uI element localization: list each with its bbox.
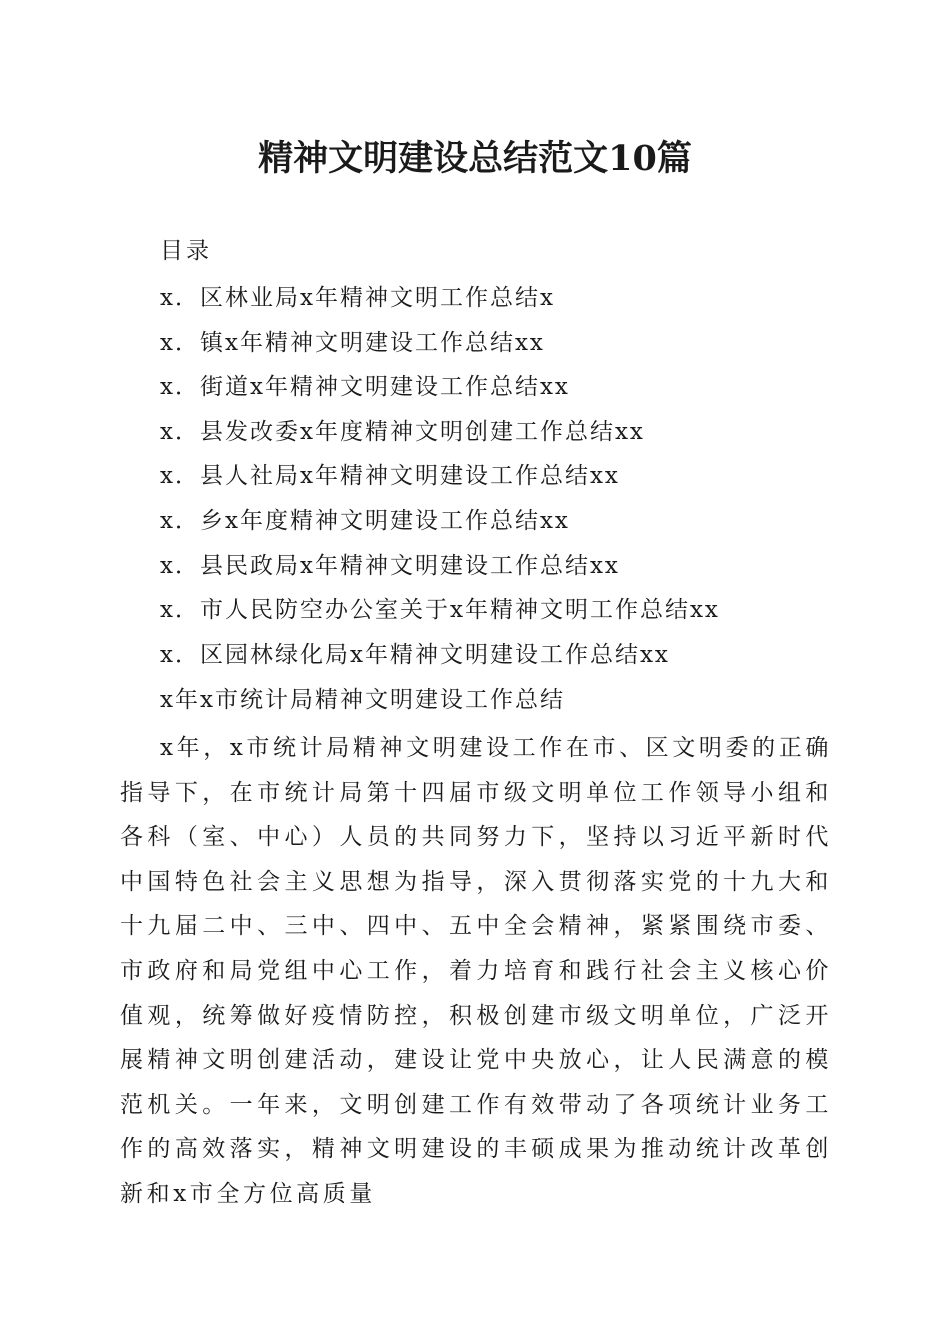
body-paragraph: x年，x市统计局精神文明建设工作在市、区文明委的正确指导下，在市统计局第十四届市级文明单位工作领导小组和各科（室、中心）人员的共同努力下，坚持以习近平新时代中国特色社会主义思想为指导，深入贯彻落实党的十九大和十九届二中、三中、四中、五中全会精神，紧紧围绕市委、市政府和局党组中心工作，着力培育和践行社会主义核心价值观，统筹做好疫情防控，积极创建市级文明单位，广泛开展精神文明创建活动，建设让党中央放心，让人民满意的模范机关。一年来，文明创建工作有效带动了各项统计业务工作的高效落实，精神文明建设的丰硕成果为推动统计改革创新和x市全方位高质量 — [120, 735, 832, 1207]
toc-item: x．镇x年精神文明建设工作总结xx — [160, 329, 545, 356]
table-of-contents — [160, 279, 720, 680]
toc-item: x．县人社局x年精神文明建设工作总结xx — [160, 463, 620, 490]
toc-item: x．县发改委x年度精神文明创建工作总结xx — [160, 418, 645, 445]
toc-item: x．街道x年精神文明建设工作总结xx — [160, 374, 570, 401]
section-title: x年x市统计局精神文明建设工作总结 — [160, 687, 565, 713]
toc-item: x．市人民防空办公室关于x年精神文明工作总结xx — [160, 597, 720, 624]
toc-item: x．县民政局x年精神文明建设工作总结xx — [160, 552, 620, 579]
document-title: 精神文明建设总结范文10篇 — [258, 138, 692, 179]
toc-heading: 目录 — [160, 238, 212, 264]
toc-item: x．乡x年度精神文明建设工作总结xx — [160, 507, 570, 534]
toc-item: x．区园林绿化局x年精神文明建设工作总结xx — [160, 641, 670, 668]
toc-item: x．区林业局x年精神文明工作总结x — [160, 285, 555, 311]
